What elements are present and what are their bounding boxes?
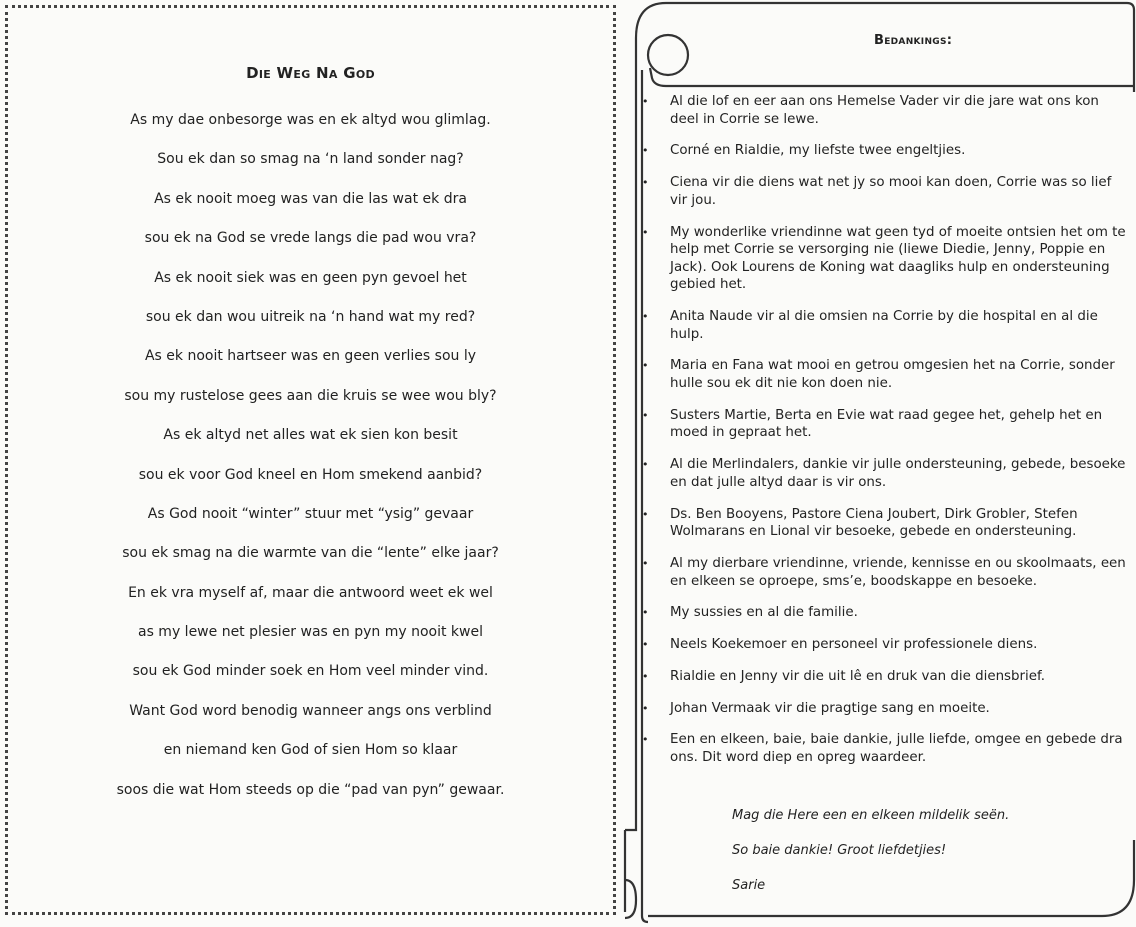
thanks-item [636,700,1130,718]
poem-line: As ek nooit moeg was van die las wat ek dra [154,190,467,207]
poem-line: sou my rustelose gees aan die kruis se wee wou bly? [124,387,497,404]
closing-message [732,807,1009,912]
poem-line: sou ek voor God kneel en Hom smekend aanbid? [138,466,483,483]
bullet-icon: • [642,95,649,108]
thanks-item-text: Al my dierbare vriendinne, vriende, kennisse en ou skoolmaats, een en elkeen se oproepe, sms’e, boodskappe en besoeke. [670,555,1126,589]
thanks-item-text: My wonderlike vriendinne wat geen tyd of moeite ontsien het om te help met Corrie se versorging nie (liewe Diedie, Jenny, Poppie en Jack). Ook Lourens de Koning wat daagliks hulp en ondersteuning gebied het. [670,224,1126,293]
poem-line: As ek altyd net alles wat ek sien kon besit [163,427,458,444]
bullet-icon: • [642,606,649,620]
poem-line: sou ek dan wou uitreik na ‘n hand wat my red? [145,308,476,325]
thanks-item [636,604,1130,622]
thanks-item [636,224,1130,294]
thanks-item [636,174,1130,209]
poem-title: Die Weg Na God [246,64,375,82]
thanks-item [636,357,1130,392]
bullet-icon: • [642,176,649,190]
poem-panel [5,5,616,915]
thanks-item [636,308,1130,343]
bullet-icon: • [642,144,649,158]
thanks-item-text: Johan Vermaak vir die pragtige sang en moeite. [670,700,990,716]
bullet-icon: • [642,359,649,373]
thanks-item [636,456,1130,491]
bullet-icon: • [642,310,649,324]
poem-line: Sou ek dan so smag na ‘n land sonder nag? [157,151,464,168]
thanks-item [636,506,1130,541]
poem-line: en niemand ken God of sien Hom so klaar [163,742,458,759]
closing-signature: Sarie [732,878,766,893]
thanks-item-text: Susters Martie, Berta en Evie wat raad gegee het, gehelp het en moed in gepraat het. [670,407,1103,441]
thanks-item [636,636,1130,654]
poem-line: as my lewe net plesier was en pyn my nooit kwel [137,624,483,641]
thanks-title: Bedankings: [874,33,953,48]
poem-line: As my dae onbesorge was en ek altyd wou glimlag. [130,112,491,128]
thanks-item [636,731,1130,766]
poem-line: sou ek smag na die warmte van die “lente” elke jaar? [122,545,499,562]
thanks-item [636,93,1130,128]
poem-lines [8,110,613,819]
bullet-icon: • [642,701,649,715]
bullet-icon: • [642,733,649,747]
poem-line: sou ek na God se vrede langs die pad wou vra? [144,230,477,247]
thanks-list [636,93,1130,781]
bullet-icon: • [642,669,649,683]
thanks-item-text: Al die lof en eer aan ons Hemelse Vader vir die jare wat ons kon deel in Corrie se lewe. [670,94,1099,127]
poem-line: As God nooit “winter” stuur met “ysig” gevaar [147,505,474,522]
thanks-item-text: My sussies en al die familie. [670,605,858,621]
thanks-item-text: Neels Koekemoer en personeel vir professionele diens. [670,637,1038,653]
bullet-icon: • [642,556,649,570]
bullet-icon: • [642,507,649,521]
bullet-icon: • [642,638,649,652]
poem-line: soos die wat Hom steeds op die “pad van pyn” gewaar. [116,781,505,798]
thanks-item-text: Ds. Ben Booyens, Pastore Ciena Joubert, Dirk Grobler, Stefen Wolmarans en Lional vir besoeke, gebede en ondersteuning. [670,506,1078,540]
poem-line: En ek vra myself af, maar die antwoord weet ek wel [128,584,493,601]
thanks-item-text: Een en elkeen, baie, baie dankie, julle liefde, omgee en gebede dra ons. Dit word diep en opreg waardeer. [670,732,1123,766]
thanks-item-text: Corné en Rialdie, my liefste twee engeltjies. [670,143,966,159]
thanks-item-text: Maria en Fana wat mooi en getrou omgesien het na Corrie, sonder hulle sou ek dit nie kon doen nie. [670,358,1115,392]
thanks-item-text: Anita Naude vir al die omsien na Corrie by die hospital en al die hulp. [670,309,1098,342]
poem-line: As ek nooit siek was en geen pyn gevoel het [154,269,467,286]
thanks-item [636,555,1130,590]
poem-line: As ek nooit hartseer was en geen verlies sou ly [144,348,477,365]
thanks-item [636,407,1130,442]
thanks-item-text: Rialdie en Jenny vir die uit lê en druk van die diensbrief. [670,668,1045,684]
thanks-item [636,668,1130,686]
poem-line: Want God word benodig wanneer angs ons verblind [129,702,492,719]
thanks-item-text: Ciena vir die diens wat net jy so mooi kan doen, Corrie was so lief vir jou. [670,175,1112,208]
closing-thanks: So baie dankie! Groot liefdetjies! [732,843,947,858]
bullet-icon: • [642,458,649,472]
thanks-item-text: Al die Merlindalers, dankie vir julle ondersteuning, gebede, besoeke en dat julle altyd daar is vir ons. [670,457,1126,490]
thanks-item [636,142,1130,160]
poem-line: sou ek God minder soek en Hom veel minder vind. [132,663,489,680]
closing-blessing: Mag die Here een en elkeen mildelik seën. [732,808,1010,823]
bullet-icon: • [642,408,649,422]
bullet-icon: • [642,225,649,239]
thanks-panel [622,0,1136,927]
